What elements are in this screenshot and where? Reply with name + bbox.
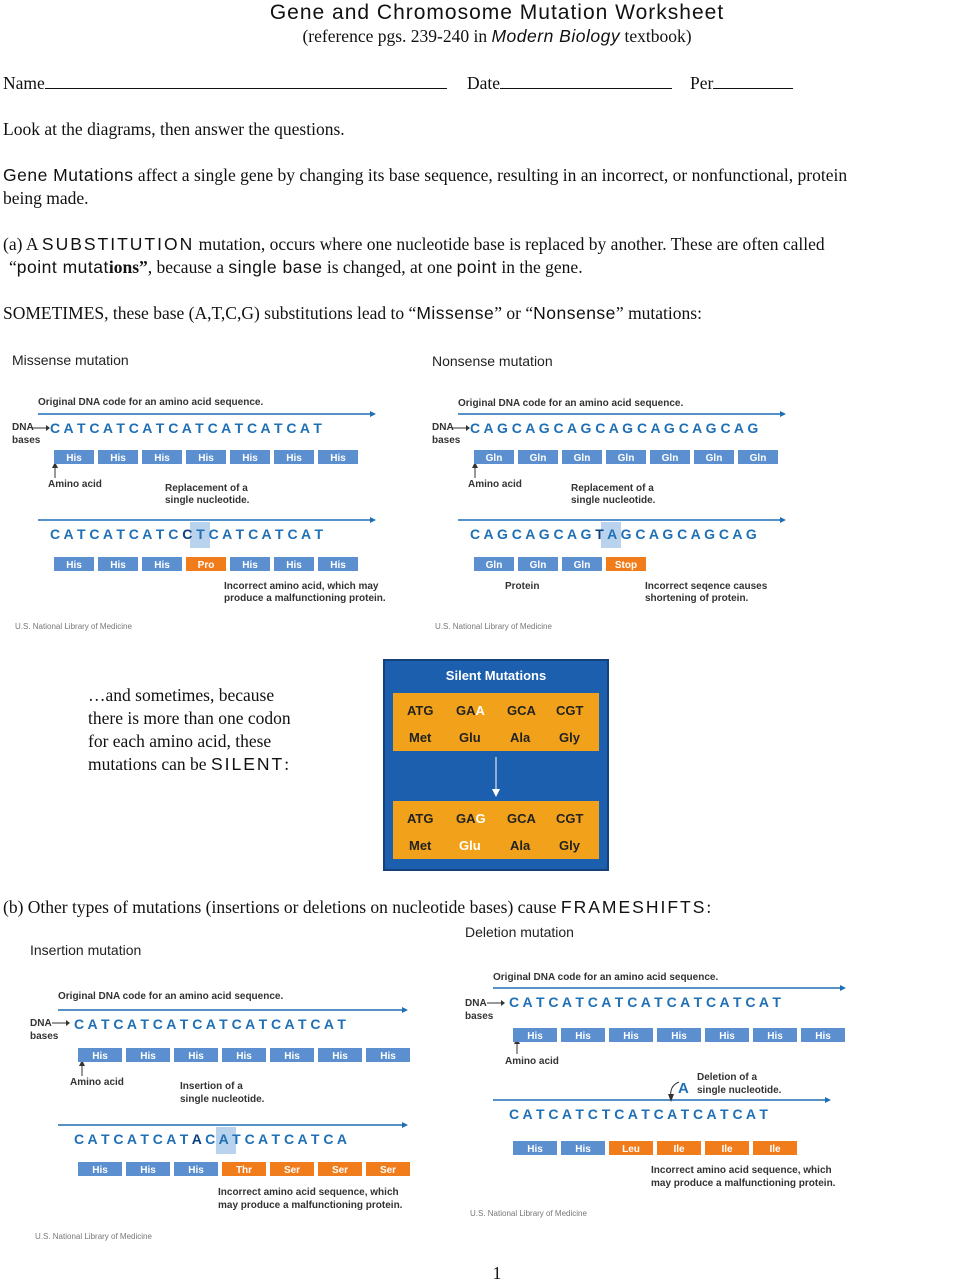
amino-acid-box bbox=[318, 557, 358, 571]
amino-acid-label: Ser bbox=[283, 1165, 301, 1176]
missense-seq1: C A T C A T C A T C A T C A T C A T C A T bbox=[50, 420, 322, 436]
bot-codon-2 bbox=[456, 811, 486, 826]
name-field-row bbox=[3, 72, 447, 95]
amino-acid-label: Ile bbox=[721, 1144, 733, 1155]
amino-acid-box bbox=[561, 1141, 605, 1155]
insertion-note1: Incorrect amino acid sequence, which bbox=[218, 1187, 399, 1198]
amino-acid-box bbox=[694, 450, 734, 464]
amino-acid-label: His bbox=[286, 560, 302, 571]
amino-acid-box bbox=[318, 450, 358, 464]
ref-post: textbook) bbox=[620, 26, 692, 46]
nonsense-seq2a: C A G C A G C A G bbox=[470, 526, 596, 542]
bot-codon-1: ATG bbox=[407, 811, 434, 826]
missense-aa2-row bbox=[54, 555, 374, 573]
amino-acid-label: His bbox=[286, 453, 302, 464]
deletion-del1: Deletion of a bbox=[697, 1072, 758, 1083]
missense-orig: Original DNA code for an amino acid sequence. bbox=[38, 397, 264, 408]
amino-acid-box bbox=[366, 1048, 410, 1062]
substitution-paragraph bbox=[3, 233, 960, 279]
point-term: point bbox=[456, 257, 498, 277]
amino-acid-box bbox=[657, 1141, 701, 1155]
amino-acid-label: His bbox=[242, 453, 258, 464]
missense-seq2a: C A T C A T C A T C bbox=[50, 526, 183, 542]
point-mutat: point mutat bbox=[16, 257, 109, 277]
amino-acid-label: His bbox=[140, 1051, 156, 1062]
ref-pre: (reference pgs. 239-240 in bbox=[302, 26, 492, 46]
sometimes-post: ” mutations: bbox=[615, 303, 702, 323]
amino-acid-box bbox=[606, 450, 646, 464]
insertion-seq2 bbox=[74, 1131, 347, 1147]
missense-term: Missense bbox=[416, 303, 495, 323]
amino-acid-label: His bbox=[188, 1051, 204, 1062]
insertion-title: Insertion mutation bbox=[30, 942, 142, 958]
amino-acid-box bbox=[801, 1028, 845, 1042]
nonsense-aa1-row bbox=[474, 448, 794, 466]
deletion-note1: Incorrect amino acid sequence, which bbox=[651, 1165, 832, 1176]
amino-acid-label: Ser bbox=[379, 1165, 397, 1176]
amino-acid-label: Gln bbox=[749, 453, 767, 464]
single-base-term: single base bbox=[228, 257, 323, 277]
deletion-aa2-row bbox=[513, 1139, 853, 1157]
nonsense-term: Nonsense bbox=[533, 303, 616, 323]
silent-box-title: Silent Mutations bbox=[445, 668, 547, 683]
sub-rest1: mutation, occurs where one nucleotide base is replaced by another. These are often called bbox=[194, 234, 825, 254]
amino-acid-box bbox=[562, 450, 602, 464]
nonsense-aa2-row bbox=[474, 555, 794, 573]
amino-acid-box bbox=[222, 1162, 266, 1176]
per-label: Per bbox=[690, 73, 714, 93]
amino-acid-label: Gln bbox=[661, 453, 679, 464]
intro-text: Look at the diagrams, then answer the questions. bbox=[3, 119, 345, 139]
amino-acid-box bbox=[753, 1141, 797, 1155]
amino-acid-label: His bbox=[330, 560, 346, 571]
amino-acid-box bbox=[518, 450, 558, 464]
amino-acid-box bbox=[230, 450, 270, 464]
bot-codon-2-stem: GA bbox=[456, 811, 476, 826]
amino-acid-label: His bbox=[527, 1144, 543, 1155]
gene-mutations-paragraph bbox=[3, 164, 960, 210]
amino-acid-label: Pro bbox=[197, 560, 215, 571]
amino-acid-label: Stop bbox=[614, 560, 638, 571]
amino-acid-box bbox=[142, 450, 182, 464]
amino-acid-label: His bbox=[380, 1051, 396, 1062]
amino-acid-box bbox=[78, 1162, 122, 1176]
amino-acid-label: Gln bbox=[485, 560, 503, 571]
bot-aa-2: Glu bbox=[459, 838, 481, 853]
insertion-amino-label: Amino acid bbox=[70, 1077, 124, 1088]
amino-acid-label: His bbox=[92, 1051, 108, 1062]
page-number: 1 bbox=[492, 1263, 502, 1283]
amino-acid-box bbox=[270, 1162, 314, 1176]
insertion-ins2: single nucleotide. bbox=[180, 1094, 265, 1105]
silent-bottom-row bbox=[393, 801, 599, 859]
nonsense-replace2: single nucleotide. bbox=[571, 495, 656, 506]
top-aa-2: Glu bbox=[459, 730, 481, 745]
sometimes-pre: SOMETIMES, these base (A,T,C,G) substitutions lead to “ bbox=[3, 303, 417, 323]
deletion-bases-label: bases bbox=[465, 1011, 494, 1022]
missense-replace2: single nucleotide. bbox=[165, 495, 250, 506]
missense-amino-label: Amino acid bbox=[48, 479, 102, 490]
insertion-ins1: Insertion of a bbox=[180, 1081, 243, 1092]
top-aa-3: Ala bbox=[510, 730, 531, 745]
page-title: Gene and Chromosome Mutation Worksheet bbox=[269, 1, 725, 24]
amino-acid-label: Gln bbox=[529, 453, 547, 464]
insertion-note2: may produce a malfunctioning protein. bbox=[218, 1200, 403, 1211]
amino-acid-label: Gln bbox=[573, 453, 591, 464]
amino-acid-label: His bbox=[767, 1031, 783, 1042]
amino-acid-label: His bbox=[575, 1144, 591, 1155]
amino-acid-box bbox=[705, 1141, 749, 1155]
deletion-amino-label: Amino acid bbox=[505, 1056, 559, 1067]
missense-credit: U.S. National Library of Medicine bbox=[15, 622, 132, 631]
amino-acid-label: His bbox=[66, 560, 82, 571]
amino-acid-label: Gln bbox=[485, 453, 503, 464]
amino-acid-label: His bbox=[623, 1031, 639, 1042]
gene-para-line1: affect a single gene by changing its base sequence, resulting in an incorrect, or nonfunctional, protein bbox=[133, 165, 848, 185]
insertion-aa2-row bbox=[78, 1160, 418, 1178]
amino-acid-box bbox=[738, 450, 778, 464]
per-field-row bbox=[690, 72, 793, 95]
amino-acid-box bbox=[609, 1141, 653, 1155]
amino-acid-box bbox=[561, 1028, 605, 1042]
deletion-seq1: C A T C A T C A T C A T C A T C A T C A T bbox=[509, 994, 781, 1010]
bot-aa-4: Gly bbox=[559, 838, 580, 853]
amino-acid-box bbox=[142, 557, 182, 571]
insertion-seq2a: C A T C A T C A T bbox=[74, 1131, 192, 1147]
silent-top-row bbox=[393, 693, 599, 751]
amino-acid-box bbox=[274, 450, 314, 464]
amino-acid-label: His bbox=[242, 560, 258, 571]
sometimes-paragraph bbox=[3, 302, 702, 325]
amino-acid-box bbox=[518, 557, 558, 571]
amino-acid-box bbox=[562, 557, 602, 571]
amino-acid-box bbox=[606, 557, 646, 571]
top-aa-1: Met bbox=[409, 730, 432, 745]
silent-term: SILENT bbox=[210, 754, 285, 774]
nonsense-dna-label: DNA bbox=[432, 422, 454, 433]
amino-acid-label: His bbox=[236, 1051, 252, 1062]
sometimes-mid: ” or “ bbox=[494, 303, 534, 323]
amino-acid-label: Gln bbox=[573, 560, 591, 571]
bot-aa-1: Met bbox=[409, 838, 432, 853]
silent-l2: there is more than one codon bbox=[88, 708, 291, 728]
nonsense-orig: Original DNA code for an amino acid sequence. bbox=[458, 398, 684, 409]
amino-acid-box bbox=[274, 557, 314, 571]
bot-codon-3: GCA bbox=[507, 811, 536, 826]
amino-acid-label: His bbox=[198, 453, 214, 464]
sub-mid: , because a bbox=[147, 257, 229, 277]
amino-acid-box bbox=[366, 1162, 410, 1176]
amino-acid-box bbox=[513, 1141, 557, 1155]
nonsense-seq2c: A G C A G C A G C A G bbox=[603, 526, 757, 542]
sub-a: (a) A bbox=[3, 234, 42, 254]
substitution-term: SUBSTITUTION bbox=[41, 234, 195, 254]
amino-acid-box bbox=[174, 1048, 218, 1062]
amino-acid-box bbox=[230, 557, 270, 571]
amino-acid-label: His bbox=[154, 560, 170, 571]
top-codon-3: GCA bbox=[507, 703, 536, 718]
amino-acid-box bbox=[650, 450, 690, 464]
insertion-credit: U.S. National Library of Medicine bbox=[35, 1232, 152, 1241]
deletion-removed-base: A bbox=[678, 1080, 689, 1097]
ref-book: Modern Biology bbox=[491, 26, 621, 46]
top-codon-1: ATG bbox=[407, 703, 434, 718]
sub-qopen: “ bbox=[9, 257, 17, 277]
name-line[interactable] bbox=[45, 72, 447, 89]
bot-codon-2-last: G bbox=[475, 811, 486, 826]
silent-l1: …and sometimes, because bbox=[88, 685, 275, 705]
top-codon-4: CGT bbox=[556, 703, 584, 718]
nonsense-diagram bbox=[430, 350, 840, 635]
sub-end: in the gene. bbox=[497, 257, 583, 277]
amino-acid-box bbox=[186, 450, 226, 464]
amino-acid-box bbox=[126, 1162, 170, 1176]
amino-acid-label: His bbox=[575, 1031, 591, 1042]
insertion-aa1-row bbox=[78, 1046, 418, 1064]
silent-paragraph bbox=[88, 684, 291, 776]
silent-down-arrow-icon bbox=[489, 757, 503, 799]
amino-acid-label: His bbox=[140, 1165, 156, 1176]
missense-replace1: Replacement of a bbox=[165, 483, 248, 494]
missense-seq2 bbox=[50, 526, 323, 542]
nonsense-credit: U.S. National Library of Medicine bbox=[435, 622, 552, 631]
deletion-del2: single nucleotide. bbox=[697, 1085, 782, 1096]
amino-acid-label: His bbox=[284, 1051, 300, 1062]
deletion-note2: may produce a malfunctioning protein. bbox=[651, 1178, 836, 1189]
missense-seq2c: T C A T C A T C A T bbox=[192, 526, 323, 542]
deletion-aa1-row bbox=[513, 1026, 853, 1044]
amino-acid-label: His bbox=[92, 1165, 108, 1176]
per-line[interactable] bbox=[713, 72, 793, 89]
nonsense-seq2 bbox=[470, 526, 757, 542]
amino-acid-label: His bbox=[66, 453, 82, 464]
deletion-dna-label: DNA bbox=[465, 998, 487, 1009]
top-codon-2-stem: GA bbox=[456, 703, 476, 718]
silent-l3: for each amino acid, these bbox=[88, 731, 272, 751]
amino-acid-label: His bbox=[671, 1031, 687, 1042]
nonsense-title: Nonsense mutation bbox=[432, 353, 553, 369]
silent-l4: mutations can be bbox=[88, 754, 211, 774]
insertion-diagram bbox=[30, 940, 450, 1245]
amino-acid-label: His bbox=[154, 453, 170, 464]
insertion-seq2-mut: A bbox=[191, 1131, 202, 1147]
top-aa-4: Gly bbox=[559, 730, 580, 745]
amino-acid-label: His bbox=[332, 1051, 348, 1062]
amino-acid-box bbox=[54, 557, 94, 571]
insertion-dna-label: DNA bbox=[30, 1018, 52, 1029]
frameshift-paragraph bbox=[3, 896, 711, 919]
amino-acid-label: His bbox=[815, 1031, 831, 1042]
amino-acid-label: His bbox=[527, 1031, 543, 1042]
bot-aa-3: Ala bbox=[510, 838, 531, 853]
date-field-row bbox=[467, 72, 672, 95]
deletion-orig: Original DNA code for an amino acid sequence. bbox=[493, 972, 719, 983]
nonsense-protein-label: Protein bbox=[505, 581, 540, 592]
amino-acid-box bbox=[98, 557, 138, 571]
amino-acid-box bbox=[474, 450, 514, 464]
date-line[interactable] bbox=[500, 72, 672, 89]
missense-aa1-row bbox=[54, 448, 374, 466]
missense-bases-label: bases bbox=[12, 435, 41, 446]
amino-acid-box bbox=[705, 1028, 749, 1042]
insertion-seq2c: C A T C A T C A T C A bbox=[201, 1131, 347, 1147]
missense-title: Missense mutation bbox=[12, 352, 129, 368]
amino-acid-label: His bbox=[188, 1165, 204, 1176]
nonsense-note1: Incorrect seqence causes bbox=[645, 581, 768, 592]
amino-acid-box bbox=[78, 1048, 122, 1062]
amino-acid-label: His bbox=[719, 1031, 735, 1042]
amino-acid-box bbox=[222, 1048, 266, 1062]
nonsense-seq2-mut: T bbox=[595, 526, 604, 542]
amino-acid-label: Gln bbox=[529, 560, 547, 571]
amino-acid-label: Ser bbox=[331, 1165, 349, 1176]
amino-acid-box bbox=[513, 1028, 557, 1042]
amino-acid-box bbox=[54, 450, 94, 464]
amino-acid-box bbox=[270, 1048, 314, 1062]
frameshifts-term: FRAMESHIFTS bbox=[560, 897, 707, 917]
nonsense-amino-label: Amino acid bbox=[468, 479, 522, 490]
amino-acid-label: Gln bbox=[705, 453, 723, 464]
amino-acid-label: Thr bbox=[235, 1165, 253, 1176]
amino-acid-box bbox=[753, 1028, 797, 1042]
top-codon-2-last: A bbox=[475, 703, 485, 718]
nonsense-note2: shortening of protein. bbox=[645, 593, 749, 604]
sub-ions: ions” bbox=[108, 257, 148, 277]
nonsense-replace1: Replacement of a bbox=[571, 483, 654, 494]
insertion-seq1: C A T C A T C A T C A T C A T C A T C A T bbox=[74, 1016, 346, 1032]
amino-acid-label: His bbox=[110, 453, 126, 464]
name-label: Name bbox=[3, 73, 45, 93]
missense-seq2-mut: C bbox=[182, 526, 193, 542]
silent-mutations-box bbox=[383, 659, 609, 871]
missense-note1: Incorrect amino acid, which may bbox=[224, 581, 379, 592]
frameshift-colon: : bbox=[706, 897, 712, 917]
amino-acid-label: His bbox=[110, 560, 126, 571]
missense-diagram bbox=[10, 350, 420, 635]
deletion-seq2: C A T C A T C T C A T C A T C A T C A T bbox=[509, 1106, 768, 1122]
insertion-bases-label: bases bbox=[30, 1031, 59, 1042]
reference-line bbox=[0, 25, 960, 48]
silent-colon: : bbox=[284, 754, 290, 774]
deletion-credit: U.S. National Library of Medicine bbox=[470, 1209, 587, 1218]
amino-acid-label: Ile bbox=[673, 1144, 685, 1155]
amino-acid-box bbox=[609, 1028, 653, 1042]
insertion-orig: Original DNA code for an amino acid sequence. bbox=[58, 991, 284, 1002]
gene-mutations-term: Gene Mutations bbox=[3, 165, 134, 185]
amino-acid-box bbox=[318, 1048, 362, 1062]
amino-acid-box bbox=[474, 557, 514, 571]
amino-acid-box bbox=[98, 450, 138, 464]
amino-acid-box bbox=[318, 1162, 362, 1176]
nonsense-bases-label: bases bbox=[432, 435, 461, 446]
missense-note2: produce a malfunctioning protein. bbox=[224, 593, 386, 604]
amino-acid-label: His bbox=[330, 453, 346, 464]
deletion-title: Deletion mutation bbox=[465, 924, 574, 940]
bot-codon-4: CGT bbox=[556, 811, 584, 826]
amino-acid-box bbox=[126, 1048, 170, 1062]
deletion-diagram bbox=[465, 922, 885, 1227]
amino-acid-label: Ile bbox=[769, 1144, 781, 1155]
frameshift-pre: (b) Other types of mutations (insertions or deletions on nucleotide bases) cause bbox=[3, 897, 561, 917]
date-label: Date bbox=[467, 73, 501, 93]
amino-acid-box bbox=[174, 1162, 218, 1176]
gene-para-line2: being made. bbox=[3, 188, 89, 208]
amino-acid-label: Leu bbox=[622, 1144, 640, 1155]
amino-acid-box bbox=[657, 1028, 701, 1042]
missense-dna-label: DNA bbox=[12, 422, 34, 433]
sub-mid2: is changed, at one bbox=[322, 257, 457, 277]
top-codon-2 bbox=[456, 703, 485, 718]
amino-acid-box bbox=[186, 557, 226, 571]
amino-acid-label: Gln bbox=[617, 453, 635, 464]
nonsense-seq1: C A G C A G C A G C A G C A G C A G C A G bbox=[470, 420, 759, 436]
